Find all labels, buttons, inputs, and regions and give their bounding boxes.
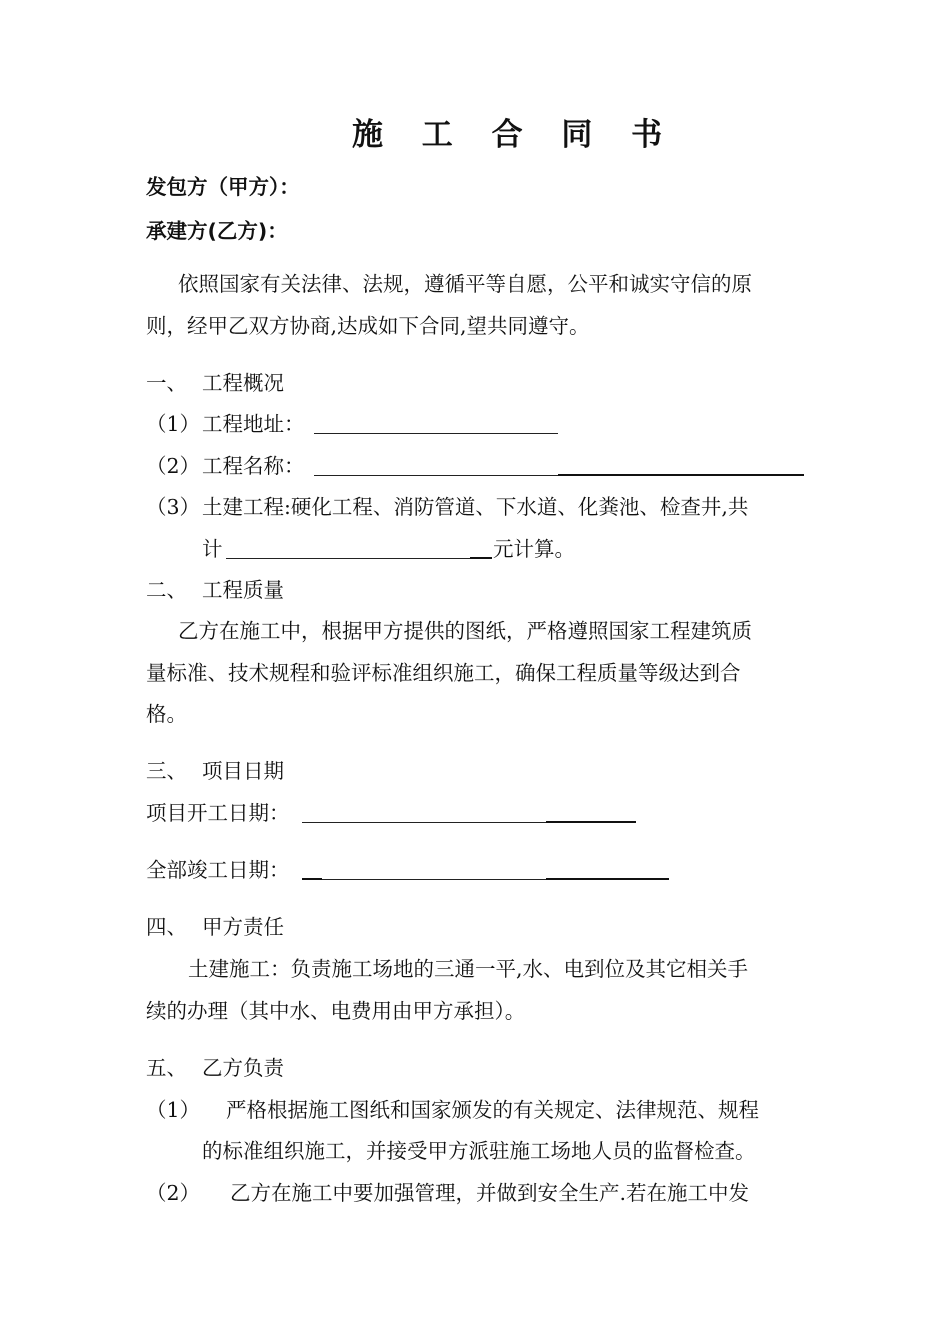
section-3-number: 三、 [146, 759, 187, 783]
item-1-3-number: （3） [146, 495, 201, 519]
completion-date-label: 全部竣工日期： [146, 858, 290, 882]
completion-date-blank-lead[interactable] [302, 878, 322, 880]
civil-works-line-1: 土建工程:硬化工程、消防管道、下水道、化粪池、检查井,共 [202, 495, 749, 519]
preamble-line-2: 则，经甲乙双方协商,达成如下合同,望共同遵守。 [146, 314, 590, 338]
project-name-blank-2[interactable] [558, 474, 804, 476]
quality-line-1: 乙方在施工中，根据甲方提供的图纸，严格遵照国家工程建筑质 [178, 619, 752, 643]
employer-duty-line-1: 土建施工：负责施工场地的三通一平,水、电到位及其它相关手 [188, 957, 749, 981]
employer-label: 发包方（甲方）： [146, 175, 300, 199]
section-5-number: 五、 [146, 1056, 187, 1080]
employer-duty-line-2: 续的办理（其中水、电费用由甲方承担）。 [146, 999, 526, 1023]
section-2-heading: 工程质量 [202, 578, 284, 602]
project-address-blank[interactable] [314, 433, 558, 434]
section-1-heading: 工程概况 [202, 371, 284, 395]
section-2-number: 二、 [146, 578, 187, 602]
item-5-2-number: （2） [146, 1181, 201, 1205]
start-date-label: 项目开工日期： [146, 801, 290, 825]
start-date-blank-2[interactable] [546, 821, 636, 823]
quality-line-3: 格。 [146, 702, 187, 726]
section-4-heading: 甲方责任 [202, 915, 284, 939]
project-address-label: 工程地址： [202, 412, 305, 436]
item-5-1-number: （1） [146, 1098, 201, 1122]
start-date-blank[interactable] [302, 822, 546, 823]
civil-works-total-suffix: 元计算。 [493, 537, 575, 561]
civil-works-total-blank[interactable] [226, 558, 470, 559]
project-name-label: 工程名称： [202, 454, 305, 478]
civil-works-total-prefix: 计 [202, 537, 223, 561]
section-3-heading: 项目日期 [202, 759, 284, 783]
item-1-1-number: （1） [146, 412, 201, 436]
section-1-number: 一、 [146, 371, 187, 395]
project-name-blank[interactable] [314, 475, 558, 476]
contractor-duty-1-line-1: 严格根据施工图纸和国家颁发的有关规定、法律规范、规程 [226, 1098, 759, 1122]
quality-line-2: 量标准、技术规程和验评标准组织施工，确保工程质量等级达到合 [146, 661, 741, 685]
section-4-number: 四、 [146, 915, 187, 939]
civil-works-total-blank-2[interactable] [470, 557, 492, 559]
page-title: 施 工 合 同 书 [352, 117, 677, 153]
item-1-2-number: （2） [146, 454, 201, 478]
contractor-duty-1-line-2: 的标准组织施工，并接受甲方派驻施工场地人员的监督检查。 [202, 1139, 756, 1163]
completion-date-blank[interactable] [322, 879, 546, 880]
preamble-line-1: 依照国家有关法律、法规，遵循平等自愿，公平和诚实守信的原 [178, 272, 752, 296]
completion-date-blank-2[interactable] [546, 878, 669, 880]
contractor-label: 承建方(乙方)： [146, 219, 288, 243]
contractor-duty-2-line-1: 乙方在施工中要加强管理，并做到安全生产.若在施工中发 [230, 1181, 750, 1205]
section-5-heading: 乙方负责 [202, 1056, 284, 1080]
